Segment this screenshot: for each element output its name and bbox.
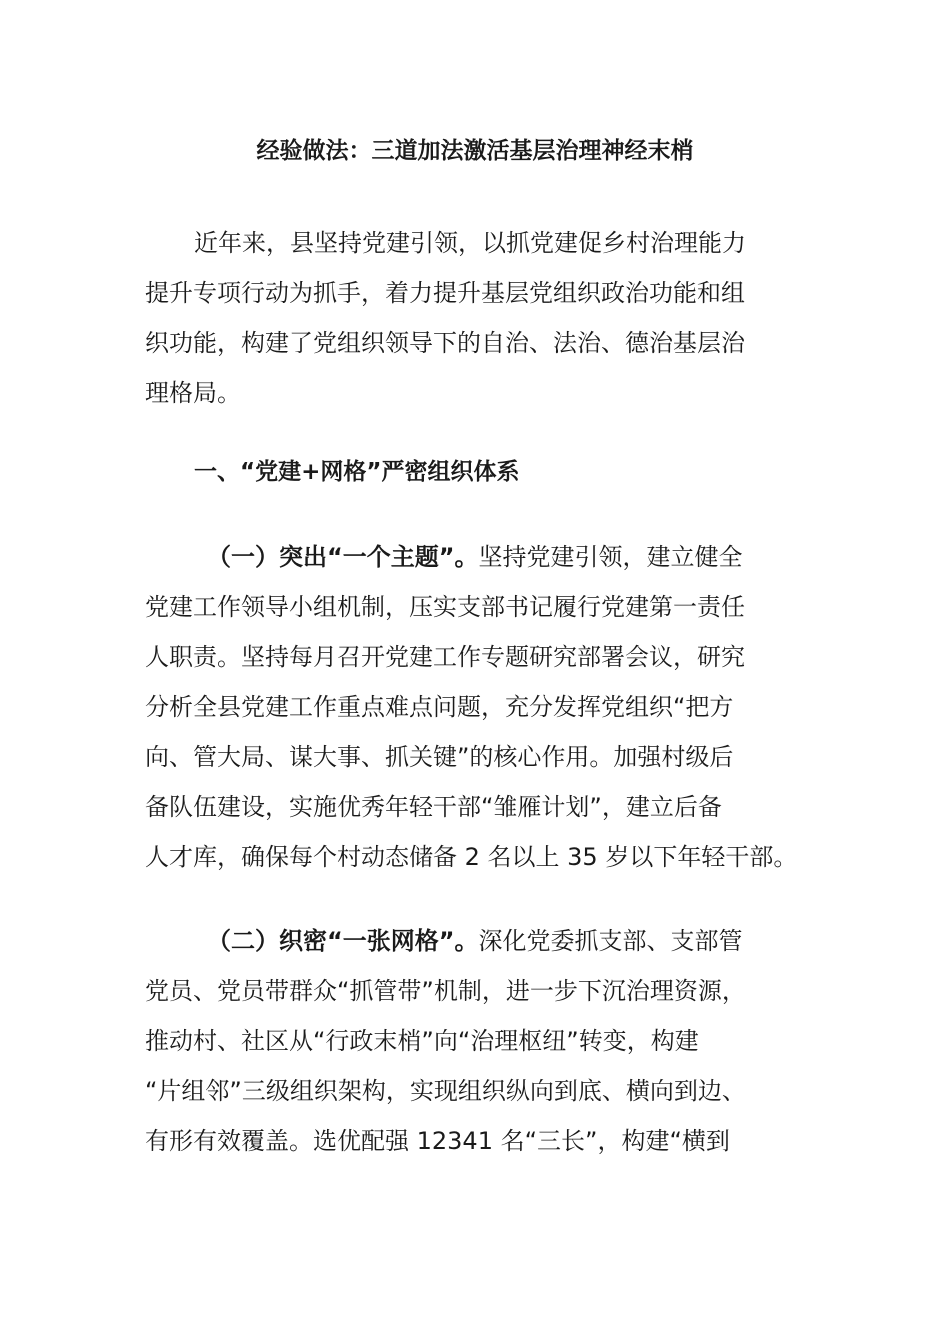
- intro-paragraph: [145, 218, 815, 418]
- paragraph-line: 人才库，确保每个村动态储备 2 名以上 35 岁以下年轻干部。: [145, 843, 798, 871]
- line-text: 坚持党建引领，建立健全: [478, 543, 743, 571]
- paragraph-line: 党建工作领导小组机制，压实支部书记履行党建第一责任: [145, 593, 745, 621]
- subsection-lead: （二）织密“一张网格”。: [207, 927, 479, 955]
- subsection-1-paragraph: [145, 532, 815, 882]
- paragraph-line: “片组邻”三级组织架构，实现组织纵向到底、横向到边、: [145, 1077, 746, 1105]
- paragraph-line: [145, 532, 815, 582]
- paragraph-line: 党员、党员带群众“抓管带”机制，进一步下沉治理资源，: [145, 977, 746, 1005]
- paragraph-line: 备队伍建设，实施优秀年轻干部“雏雁计划”，建立后备: [145, 793, 722, 821]
- subsection-lead: （一）突出“一个主题”。: [207, 543, 479, 571]
- paragraph-line: 推动村、社区从“行政末梢”向“治理枢纽”转变，构建: [145, 1027, 699, 1055]
- line-text: 深化党委抓支部、支部管: [478, 927, 743, 955]
- paragraph-line: 向、管大局、谋大事、抓关键”的核心作用。加强村级后: [145, 743, 734, 771]
- paragraph-line: 分析全县党建工作重点难点问题，充分发挥党组织“把方: [145, 693, 734, 721]
- paragraph-line: 理格局。: [145, 379, 241, 407]
- paragraph-line: 有形有效覆盖。选优配强 12341 名“三长”，构建“横到: [145, 1127, 730, 1155]
- paragraph-line: [145, 916, 815, 966]
- subsection-2-paragraph: [145, 916, 815, 1166]
- paragraph-line: 提升专项行动为抓手，着力提升基层党组织政治功能和组: [145, 279, 745, 307]
- paragraph-line: 织功能，构建了党组织领导下的自治、法治、德治基层治: [145, 329, 745, 357]
- paragraph-line: 人职责。坚持每月召开党建工作专题研究部署会议，研究: [145, 643, 745, 671]
- document-title: 经验做法：三道加法激活基层治理神经末梢: [256, 138, 694, 164]
- paragraph-line: 近年来，县坚持党建引领，以抓党建促乡村治理能力: [194, 229, 746, 257]
- section-heading: 一、“党建+网格”严密组织体系: [194, 459, 520, 485]
